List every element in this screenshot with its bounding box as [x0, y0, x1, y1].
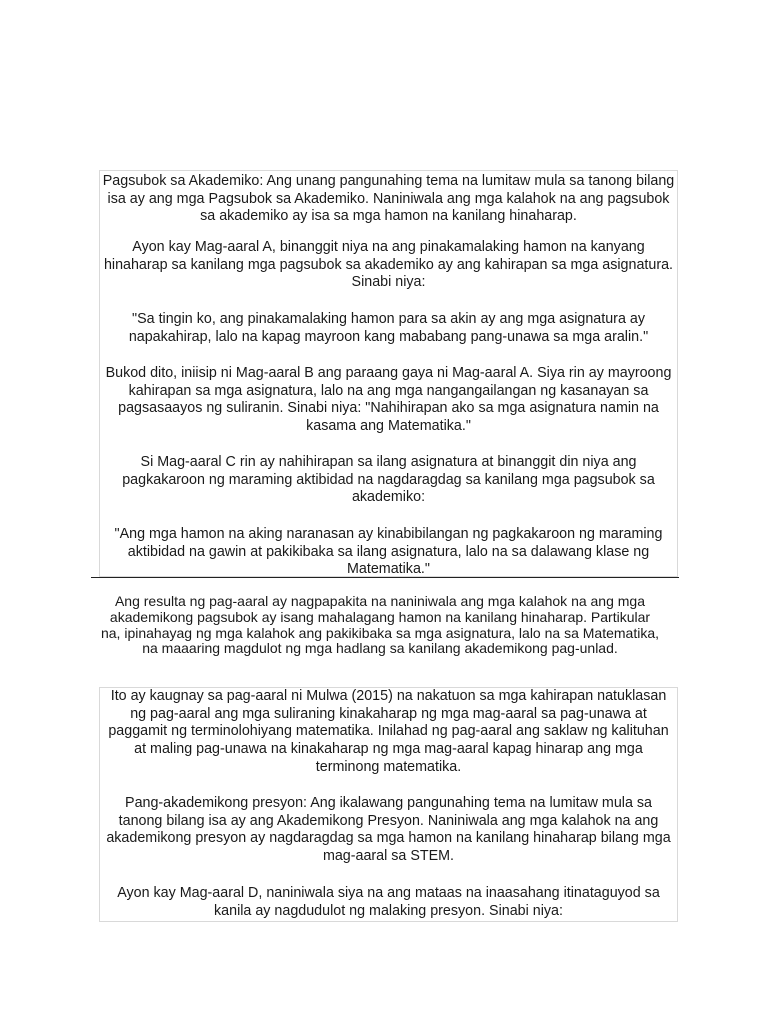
- upper-text-frame: [99, 170, 678, 577]
- quote-mag-aaral-a: "Sa tingin ko, ang pinakamalaking hamon para sa akin ay ang mga asignatura ay napakahirap, lalo na kapag mayroon kang mababang pang-unawa sa mga aralin.": [128, 311, 649, 345]
- paragraph-pang-akademikong-presyon: Pang-akademikong presyon: Ang ikalawang pangunahing tema na lumitaw mula sa tanong bilang isa ay ang Akademikong Presyon. Naniniwala ang mga kalahok na ang akademikong presyon ay nagdaragdag sa mga hamon na kanilang hinaharap bilang mga mag-aaral sa STEM.: [106, 795, 671, 865]
- paragraph-mulwa-2015: Ito ay kaugnay sa pag-aaral ni Mulwa (2015) na nakatuon sa mga kahirapan natuklasan ng pag-aaral ang mga suliraning kinakaharap ng mga mag-aaral sa pag-unawa at paggamit ng terminolohiyang matematika. Inilahad ng pag-aaral ang saklaw ng kalituhan at maling pag-unawa na kinakaharap ng mga mag-aaral kapag hinarap ang mga terminong matematika.: [108, 688, 669, 775]
- paragraph-mag-aaral-a: Ayon kay Mag-aaral A, binanggit niya na ang pinakamalaking hamon na kanyang hinaharap sa kanilang mga pagsubok sa akademiko ay ang kahirapan sa mga asignatura. Sinabi niya:: [103, 239, 674, 291]
- quote-mag-aaral-c: "Ang mga hamon na aking naranasan ay kinabibilangan ng pagkakaroon ng maraming aktibidad na gawin at pakikibaka sa ilang asignatura, lalo na sa dalawang klase ng Matematika.": [114, 526, 663, 578]
- paragraph-mag-aaral-d: Ayon kay Mag-aaral D, naniniwala siya na ang mataas na inaasahang itinataguyod sa kanila ay nagdudulot ng malaking presyon. Sinabi niya:: [117, 885, 660, 919]
- lower-text-frame: [99, 687, 678, 922]
- summary-paragraph: Ang resulta ng pag-aaral ay nagpapakita na naniniwala ang mga kalahok na ang mga akademikong pagsubok ay isang mahalagang hamon na kanilang hinaharap. Partikular na, ipinahayag ng mga kalahok ang pakikibaka sa mga asignatura, lalo na sa Matematika, na maaaring magdulot ng mga hadlang sa kanilang akademikong pag-unlad.: [100, 593, 659, 657]
- paragraph-mag-aaral-b: Bukod dito, iniisip ni Mag-aaral B ang paraang gaya ni Mag-aaral A. Siya rin ay mayroong kahirapan sa mga asignatura, lalo na ang mga nangangailangan ng kasanayan sa pagsasaayos ng suliranin. Sinabi niya: "Nahihirapan ako sa mga asignatura namin na kasama ang Matematika.": [105, 365, 672, 435]
- paragraph-pagsubok-sa-akademiko: Pagsubok sa Akademiko: Ang unang pangunahing tema na lumitaw mula sa tanong bilang isa ay ang mga Pagsubok sa Akademiko. Naniniwala ang mga kalahok na ang pagsubok sa akademiko ay isa sa mga hamon na kanilang hinaharap.: [102, 173, 675, 225]
- section-divider: [91, 577, 679, 578]
- paragraph-mag-aaral-c: Si Mag-aaral C rin ay nahihirapan sa ilang asignatura at binanggit din niya ang pagkakaroon ng maraming aktibidad na nagdaragdag sa kanilang mga pagsubok sa akademiko:: [122, 454, 655, 506]
